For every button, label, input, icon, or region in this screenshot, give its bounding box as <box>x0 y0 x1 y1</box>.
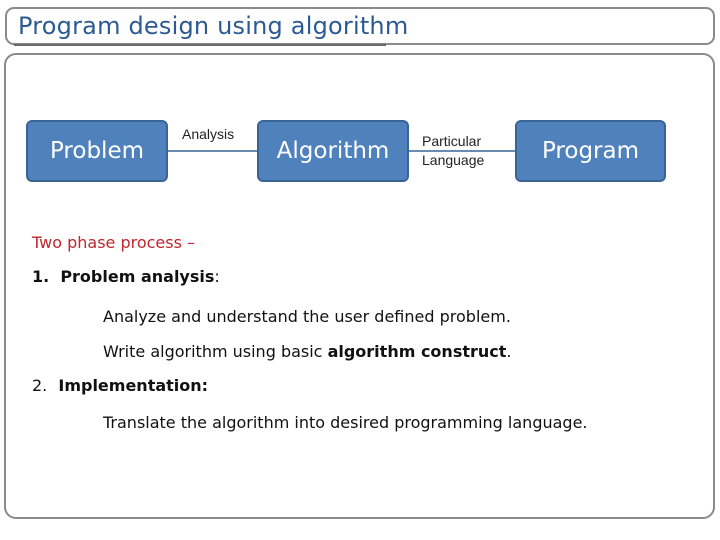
phase2-heading <box>32 376 208 395</box>
edge-label-analysis: Analysis <box>182 126 235 142</box>
intro-text: Two phase process – <box>32 233 196 252</box>
phase2-number: 2. <box>32 376 48 395</box>
edge-label-particular: Particular <box>422 133 482 149</box>
slide-title: Program design using algorithm <box>18 12 409 40</box>
title-underline <box>14 44 386 46</box>
phase1-line2-post: . <box>506 342 512 361</box>
phase1-line2-bold: algorithm construct <box>327 342 507 361</box>
phase1-line2-pre: Write algorithm using basic <box>103 342 328 361</box>
phase1-line1: Analyze and understand the user defined problem. <box>103 307 511 326</box>
node-problem: Problem <box>26 120 168 182</box>
node-algorithm: Algorithm <box>257 120 409 182</box>
node-program: Program <box>515 120 666 182</box>
phase1-number: 1. <box>32 267 50 286</box>
phase1-heading <box>32 267 220 286</box>
phase1-line2 <box>103 342 512 361</box>
phase2-line1: Translate the algorithm into desired programming language. <box>103 413 588 432</box>
phase2-title: Implementation: <box>58 376 209 395</box>
edge-label-language: Language <box>422 152 485 168</box>
phase1-colon: : <box>214 267 220 286</box>
phase1-title: Problem analysis <box>60 267 215 286</box>
